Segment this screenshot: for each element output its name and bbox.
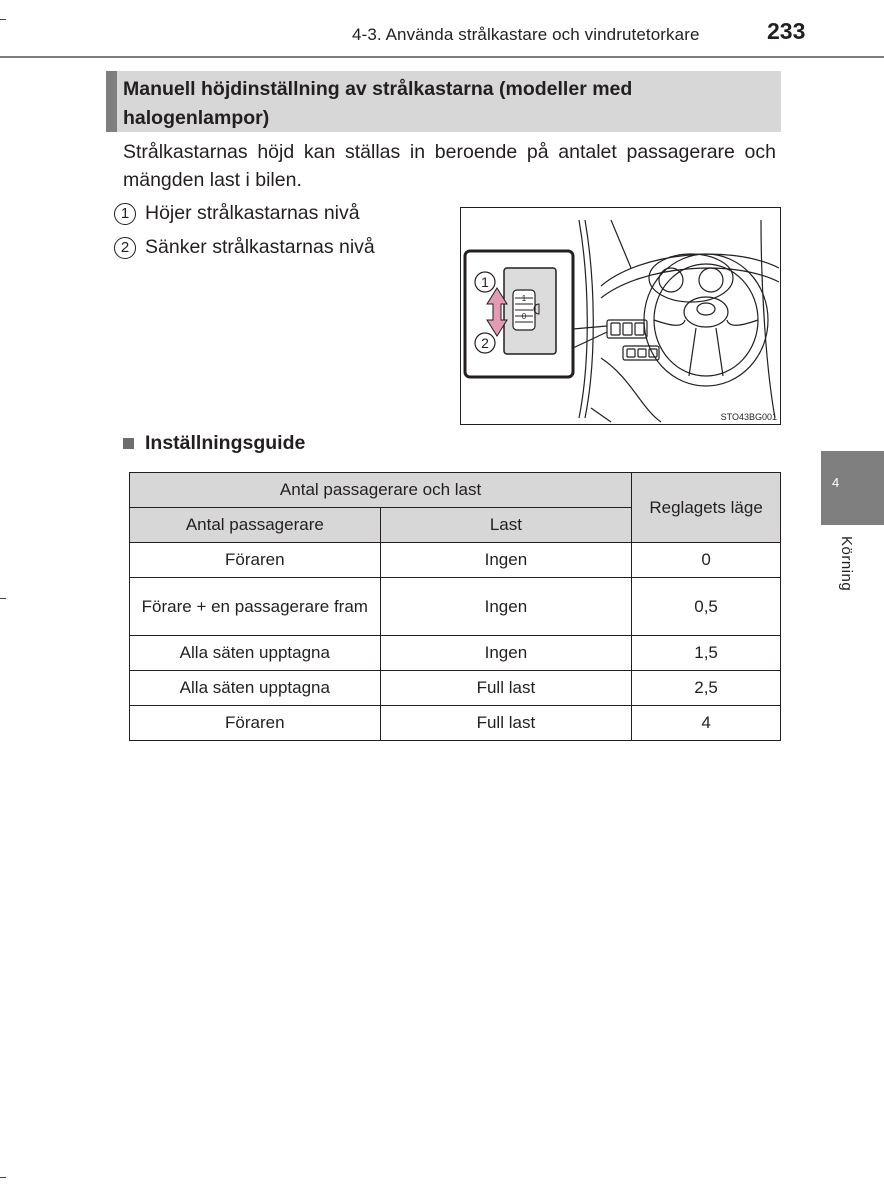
circled-number: 2 — [114, 237, 136, 259]
table-row — [130, 636, 781, 671]
dashboard-illustration — [460, 207, 781, 425]
load-cell: Ingen — [380, 543, 632, 578]
load-cell: Full last — [380, 706, 632, 741]
table-row — [130, 543, 781, 578]
position-cell: 4 — [632, 706, 781, 741]
settings-table — [129, 472, 781, 741]
table-header-row — [130, 473, 781, 508]
passengers-cell: Föraren — [130, 706, 381, 741]
callout-1: 1 — [481, 274, 489, 290]
load-cell: Ingen — [380, 636, 632, 671]
table-row — [130, 671, 781, 706]
dashboard-drawing — [461, 208, 781, 425]
list-item — [114, 202, 360, 225]
position-cell: 0 — [632, 543, 781, 578]
passengers-cell: Föraren — [130, 543, 381, 578]
page-number: 233 — [767, 18, 806, 44]
passengers-cell: Alla säten upptagna — [130, 671, 381, 706]
circled-number: 1 — [114, 203, 136, 225]
chapter-label: Körning — [838, 536, 855, 592]
header-divider — [0, 56, 884, 58]
dial-label-top: 1 — [521, 294, 527, 303]
position-cell: 2,5 — [632, 671, 781, 706]
passengers-cell: Förare + en passagerare fram — [130, 578, 381, 636]
position-cell: 0,5 — [632, 578, 781, 636]
callout-2: 2 — [481, 335, 489, 351]
figure-code: STO43BG001 — [720, 412, 777, 422]
load-cell: Full last — [380, 671, 632, 706]
guide-heading-label: Inställningsguide — [145, 432, 306, 454]
position-cell: 1,5 — [632, 636, 781, 671]
table-row — [130, 578, 781, 636]
passengers-cell: Alla säten upptagna — [130, 636, 381, 671]
header-group-cell: Antal passagerare och last — [130, 473, 632, 508]
header-load-cell: Last — [380, 508, 632, 543]
section-title: Manuell höjdinställning av strålkastarna (modeller med halogenlampor) — [106, 71, 781, 132]
table-row — [130, 706, 781, 741]
running-header: 4-3. Använda strålkastare och vindrutetorkare — [352, 25, 700, 44]
header-passengers-cell: Antal passagerare — [130, 508, 381, 543]
chapter-number: 4 — [832, 475, 840, 490]
list-item — [114, 236, 375, 259]
list-item-label: Höjer strålkastarnas nivå — [145, 202, 360, 224]
load-cell: Ingen — [380, 578, 632, 636]
guide-heading — [123, 432, 305, 455]
crop-mark — [0, 19, 6, 20]
square-bullet-icon — [123, 438, 134, 449]
crop-mark — [0, 1177, 6, 1178]
list-item-label: Sänker strålkastarnas nivå — [145, 236, 375, 258]
header-position-cell: Reglagets läge — [632, 473, 781, 543]
section-description: Strålkastarnas höjd kan ställas in beroende på antalet passagerare och mängden last i bilen. — [123, 141, 776, 191]
dial-label-bottom: 0 — [521, 312, 527, 321]
crop-mark — [0, 598, 6, 599]
chapter-tab — [821, 451, 884, 525]
